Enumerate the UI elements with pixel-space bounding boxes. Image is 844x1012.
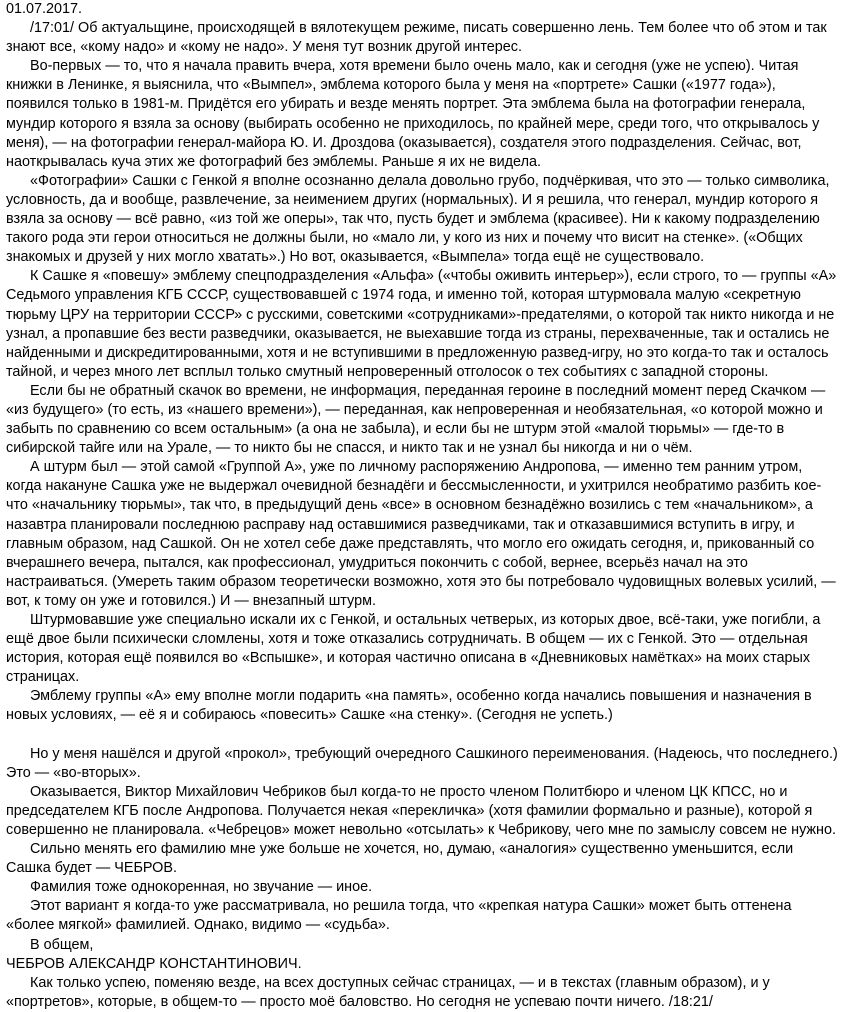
blank-line [6, 726, 838, 745]
paragraph-intro: /17:01/ Об актуальщине, происходящей в вялотекущем режиме, писать совершенно лень. Тем более что об этом и так знают все, «кому надо» и «кому не надо». У меня тут возник другой интерес. [6, 20, 827, 56]
paragraph-emblem-gift: Эмблему группы «А» ему вполне могли подарить «на память», особенно когда начались повышения и назначения в новых условиях, — её я и собираюсь «повесить» Сашке «на стенку». (Сегодня не успеть.) [6, 688, 812, 724]
paragraph-assault: А штурм был — этой самой «Группой А», уже по личному распоряжению Андропова, — именно тем ранним утром, когда накануне Сашка уже не выдержал очевидной безнадёги и бессмысленности, и ухитрился необратимо разбить кое-что «начальнику тюрьмы», так что, в предыдущий день «все» в основном безнадёжно возились с тем «начальником», а назавтра планировали последнюю расправу над оставшимися разведчиками, так и отказавшимися вступить в игру, и главным образом, над Сашкой. Он не хотел себе даже представлять, что могло его ожидать сегодня, и, прикованный со вчерашнего вечера, пытался, как профессионал, умудриться покончить с собой, вернее, всерьёз начал на это настраиваться. (Умереть таким образом теоретически возможно, хотя это бы потребовало чудовищных волевых усилий, — вот, к тому он уже и готовился.) И — внезапный штурм. [6, 459, 836, 609]
paragraph-chebrikov: Оказывается, Виктор Михайлович Чебриков был когда-то не просто членом Политбюро и членом ЦК КПСС, но и председателем КГБ после Андропова. Получается некая «перекличка» (хотя фамилии формально и разные), которой я совершенно не планировала. «Чебрецов» может невольно «отсылать» к Чебрикову, чего мне по замыслу совсем не нужно. [6, 783, 837, 838]
paragraph-alpha-emblem: К Сашке я «повешу» эмблему спецподразделения «Альфа» («чтобы оживить интерьер»), если строго, то — группы «А» Седьмого управления КГБ СССР, существовавшей с 1974 года, и именно той, которая штурмовала малую «секретную тюрьму ЦРУ на территории СССР» с русскими, советскими «сотрудниками»-предателями, о которой так никто никогда и не узнал, а пропавшие без вести разведчики, оказывается, не выехавшие тогда из страны, перехваченные, так и остались не найденными и дискредитированными, хотя и не вступившими в предложенную развед-игру, но это когда-то так и осталось тайной, и через много лет всплыл только смутный непроверенный отголосок о тех событиях с западной стороны. [6, 268, 837, 380]
paragraph-surname-change: Сильно менять его фамилию мне уже больше не хочется, но, думаю, «аналогия» существенно уменьшится, если Сашка будет — ЧЕБРОВ. [6, 841, 794, 877]
paragraph-fate: Этот вариант я когда-то уже рассматривала, но решила тогда, что «крепкая натура Сашки» может быть оттенена «более мягкой» фамилией. Однако, видимо — «судьба». [6, 898, 792, 934]
entry-date: 01.07.2017. [6, 1, 83, 17]
paragraph-surname-sound: Фамилия тоже однокоренная, но звучание — иное. [30, 879, 373, 896]
new-name-line: ЧЕБРОВ АЛЕКСАНДР КОНСТАНТИНОВИЧ. [6, 955, 302, 972]
paragraph-second-point: Но у меня нашёлся и другой «прокол», требующий очередного Сашкиного переименования. (Надеюсь, что последнего.) Это — «во-вторых». [6, 745, 838, 781]
paragraph-in-short: В общем, [30, 936, 94, 953]
paragraph-time-jump: Если бы не обратный скачок во времени, не информация, переданная героине в последний момент перед Скачком — «из будущего» (то есть, из «нашего времени»), — переданная, как непроверенная и необязательная, «о которой можно и забыть по сравнению со всем остальным» (а она не забыла), и если бы не штурм этой «малой тюрьмы» — где-то в сибирской тайге или на Урале, — то никто бы не спасся, и никто так и не узнал бы никогда и ни о чём. [6, 382, 826, 457]
paragraph-photos: «Фотографии» Сашки с Генкой я вполне осознанно делала довольно грубо, подчёркивая, что это — только символика, условность, да и вообще, развлечение, за неимением других (нормальных). И я решила, что генерал, мундир которого я взяла за основу — всё равно, «из той же оперы», так что, пусть будет и эмблема (красивее). Ни к какому подразделению такого рода эти герои относиться не должны были, но «мало ли, у кого из них и почему что висит на стенке». («Общих знакомых и друзей у них могло хватать».) Но вот, оказывается, «Вымпела» тогда ещё не существовало. [6, 172, 830, 266]
paragraph-closing: Как только успею, поменяю везде, на всех доступных сейчас страницах, — и в текстах (главным образом), и у «портретов», которые, в общем-то — просто моё баловство. Но сегодня не успеваю почти ничего. /18:21/ [6, 974, 770, 1010]
paragraph-stormers: Штурмовавшие уже специально искали их с Генкой, и остальных четверых, из которых двое, всё-таки, уже погибли, а ещё двое были психически сломлены, хотя и тоже отказались сотрудничать. В общем — их с Генкой. Это — отдельная история, которая ещё появился во «Вспышке», и которая частично описана в «Дневниковых намётках» на моих старых страницах. [6, 612, 821, 686]
paragraph-first-point: Во-первых — то, что я начала править вчера, хотя времени было очень мало, как и сегодня (уже не успею). Читая книжки в Ленинке, я выяснила, что «Вымпел», эмблема которого была у меня на «портрете» Сашки («1977 года»), появился только в 1981-м. Придётся его убирать и везде менять портрет. Эта эмблема была на фотографии генерала, мундир которого я взяла за основу (выбирать особенно не приходилось, по крайней мере, среди того, что открывалось у меня), — на фотографии генерал-майора Ю. И. Дроздова (оказывается), создателя этого подразделения. Сейчас, вот, наоткрывалась куча этих же фотографий без эмблемы. Раньше я их не видела. [6, 58, 820, 170]
